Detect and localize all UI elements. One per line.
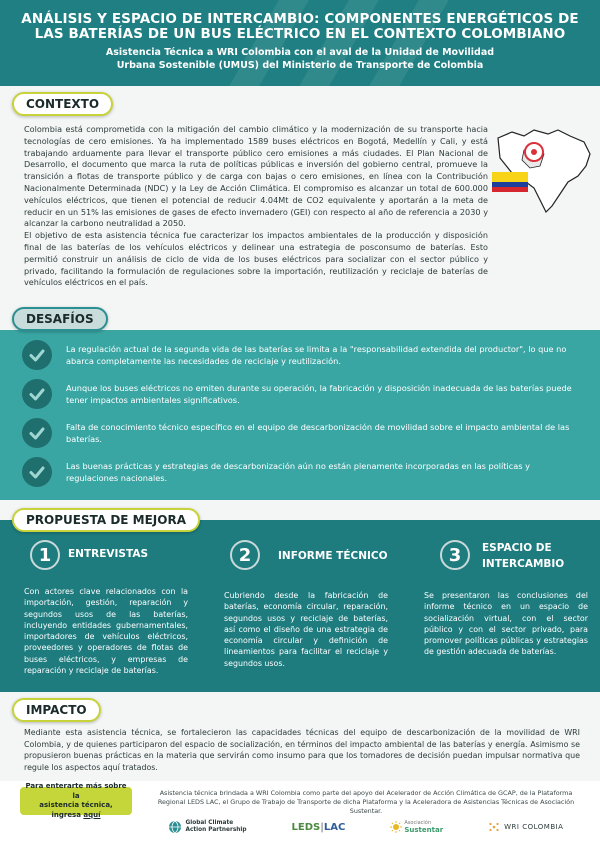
step-title: ESPACIO DE INTERCAMBIO <box>482 542 565 570</box>
desafio-item: Aunque los buses eléctricos no emiten durante su operación, la fabricación y disposición inadecuada de las baterías puede tener impactos ambientales significativos. <box>22 377 582 411</box>
page-title: ANÁLISIS Y ESPACIO DE INTERCAMBIO: COMPONENTES ENERGÉTICOS DE LAS BATERÍAS DE UN BUS ELÉCTRICO EN EL CONTEXTO COLOMBIANO <box>21 11 579 42</box>
sustentar-logo: Asociación Sustentar <box>390 820 443 834</box>
step-number: 1 <box>30 540 60 570</box>
wri-colombia-logo: WRI COLOMBIA <box>488 821 563 833</box>
globe-icon <box>168 820 182 834</box>
footer <box>0 781 600 843</box>
step-title: ENTREVISTAS <box>68 548 149 560</box>
propuesta-column-3 <box>400 520 600 692</box>
check-icon <box>22 457 52 487</box>
check-icon <box>22 340 52 370</box>
page-subtitle: Asistencia Técnica a WRI Colombia con el aval de la Unidad de Movilidad Urbana Sostenible (UMUS) del Ministerio de Transporte de Colombia <box>105 47 495 71</box>
step-text: Cubriendo desde la fabricación de baterías, economía circular, reparación, segundos usos y reciclaje de baterías, así como el diseño de una estrategia de economía circular y definición de lineamientos para facilitar el reciclaje y segundos usos. <box>224 591 388 668</box>
credits-text: Asistencia técnica brindada a WRI Colombia como parte del apoyo del Acelerador de Acción Climática de GCAP, de la Plataforma Regional LEDS LAC, el Grupo de Trabajo de Transporte de dicha Plataforma y la Aceleradora de Asistencias Técnicas de Asociación Sustentar. <box>157 789 575 815</box>
more-info-button[interactable]: Para enterarte más sobre la asistencia técnica, ingresa aquí <box>20 787 132 815</box>
section-label-contexto: CONTEXTO <box>12 92 113 116</box>
desafio-item: La regulación actual de la segunda vida de las baterías se limita a la "responsabilidad extendida del productor", lo que no abarca completamente las necesidades de reciclaje y reutilización. <box>22 338 582 372</box>
more-info-link[interactable]: aquí <box>83 810 101 819</box>
colombia-map-illustration <box>490 120 595 215</box>
section-label-desafios: DESAFÍOS <box>12 307 108 331</box>
step-number: 3 <box>440 540 470 570</box>
step-text: Se presentaron las conclusiones del informe técnico en un espacio de socialización virtual, con el sector público y con el sector privado, para promover políticas públicas y estrategias de gestión adecuada de baterías. <box>424 591 588 657</box>
leds-lac-logo: LEDS | LAC <box>291 821 346 833</box>
propuesta-band <box>0 520 600 692</box>
colombia-flag-icon <box>492 172 528 192</box>
section-label-impacto: IMPACTO <box>12 698 101 722</box>
desafio-item: Las buenas prácticas y estrategias de descarbonización aún no están plenamente incorporadas en las políticas y regulaciones nacionales. <box>22 455 582 489</box>
propuesta-column-1 <box>0 520 200 692</box>
contexto-text: Colombia está comprometida con la mitigación del cambio climático y la modernización de su transporte hacia tecnologías de cero emisiones. Ya ha implementado 1589 buses eléctricos en Bogotá, Medellín y Cali, y está trabajando arduamente para llevar el transporte público cero emisiones a más ciudades. El Plan Nacional de Desarrollo, el documento que marca la ruta de políticas públicas e inversión del gobierno central, promueve la transición a flotas de transporte público y de carga con bajas o cero emisiones, en línea con la Contribución Nacionalmente Determinada (NDC) y la Ley de Acción Climática. El compromiso es alcanzar un total de 600.000 vehículos eléctricos, que tienen el potencial de reducir 4.04Mt de CO2 equivalente y aportarán a la meta de reducir en un 51% las emisiones de gases de efecto invernadero (GEI) con respecto al año de referencia a 2030 y alcanzar la carbono neutralidad a 2050. El objetivo de esta asistencia técnica fue caracterizar los impactos ambientales de la producción y disposición final de las baterías de los vehículos eléctricos y delinear una estrategia de posconsumo de baterías. Esto permitió construir un análisis de ciclo de vida de los buses eléctricos para socializar con el sector público y privado, facilitando la formulación de regulaciones sobre la importación, reutilización y reciclaje de baterías de vehículos eléctricos en el país. <box>24 124 488 288</box>
check-icon <box>22 379 52 409</box>
check-icon <box>22 418 52 448</box>
step-title: INFORME TÉCNICO <box>278 550 388 562</box>
step-text: Con actores clave relacionados con la importación, gestión, reparación y segundos usos de las baterías, incluyendo entidades gubernamentales, importadores de vehículos eléctricos, proveedores y operadores de flotas de buses eléctricos, y empresas de reparación y reciclaje de baterías. <box>24 587 188 676</box>
wri-icon <box>488 821 500 833</box>
step-number: 2 <box>230 540 260 570</box>
impacto-text: Mediante esta asistencia técnica, se fortalecieron las capacidades técnicas del equipo de descarbonización de la movilidad de WRI Colombia, y de quienes participaron del espacio de socialización, en términos del impacto ambiental de las baterías y energía. Asimismo se propusieron buenas prácticas en la materia que servirán como insumo para que los tomadores de decisión puedan impulsar normativa que regule los aspectos aquí tratados. <box>24 728 580 772</box>
desafio-item: Falta de conocimiento técnico específico en el equipo de descarbonización de movilidad sobre el impacto ambiental de las baterías. <box>22 416 582 450</box>
propuesta-column-2 <box>200 520 400 692</box>
gcap-logo: Global Climate Action Partnership <box>168 820 246 834</box>
sun-icon <box>390 821 402 833</box>
partner-logos <box>146 815 586 839</box>
header-banner <box>0 0 600 86</box>
section-label-propuesta: PROPUESTA DE MEJORA <box>12 508 200 532</box>
